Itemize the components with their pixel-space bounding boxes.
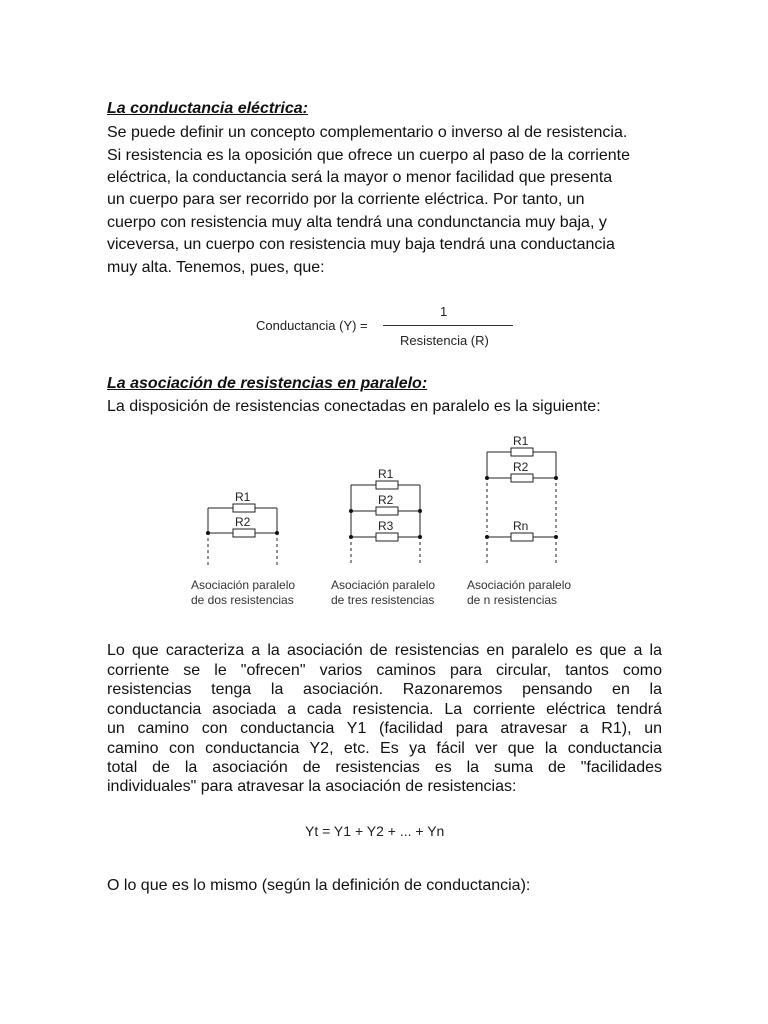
- paragraph-line: resistencias tenga la asociación. Razonaremos pensando en la: [107, 681, 662, 698]
- junction-dot: [206, 531, 210, 535]
- resistor-symbol: [376, 533, 398, 541]
- junction-dot: [349, 509, 353, 513]
- caption-two-line2: de dos resistencias: [191, 593, 294, 607]
- paragraph-line: cuerpo con resistencia muy alta tendrá una condunctancia muy baja, y: [107, 214, 607, 231]
- junction-dot: [418, 509, 422, 513]
- resistor-label: R1: [513, 434, 529, 448]
- circuit-two-resistors: [208, 504, 277, 566]
- paragraph-line: corriente se le "ofrecen" varios caminos para circular, tantos como: [107, 662, 662, 679]
- resistor-symbol: [511, 474, 533, 482]
- resistor-label: R2: [378, 493, 394, 507]
- resistor-symbol: [511, 533, 533, 541]
- fraction-bar: [383, 325, 513, 326]
- junction-dot: [554, 476, 558, 480]
- paragraph-line: conductancia asociada a cada resistencia. La corriente eléctrica tendrá: [107, 701, 662, 718]
- resistor-label: R2: [513, 460, 529, 474]
- paragraph-line: La disposición de resistencias conectadas en paralelo es la siguiente:: [107, 398, 601, 415]
- junction-dot: [485, 535, 489, 539]
- resistor-symbol: [511, 448, 533, 456]
- formula-lhs: Conductancia (Y) =: [256, 318, 368, 333]
- paragraph-line: muy alta. Tenemos, pues, que:: [107, 259, 325, 276]
- resistor-symbol: [233, 529, 255, 537]
- junction-dot: [349, 535, 353, 539]
- paragraph-line: Si resistencia es la oposición que ofrece un cuerpo al paso de la corriente: [107, 147, 630, 164]
- formula-denominator: Resistencia (R): [400, 333, 489, 348]
- paragraph-line: un camino con conductancia Y1 (facilidad para atravesar a R1), un: [107, 720, 662, 737]
- paragraph-line: un cuerpo para ser recorrido por la corriente eléctrica. Por tanto, un: [107, 191, 585, 208]
- caption-three-line2: de tres resistencias: [331, 593, 435, 607]
- formula-sum: Yt = Y1 + Y2 + ... + Yn: [305, 823, 445, 839]
- resistor-label: R2: [235, 515, 251, 529]
- closing-line: O lo que es lo mismo (según la definición de conductancia):: [107, 877, 531, 894]
- paragraph-line: individuales" para atravesar la asociación de resistencias:: [107, 778, 517, 795]
- junction-dot: [554, 535, 558, 539]
- paragraph-line: eléctrica, la conductancia será la mayor o menor facilidad que presenta: [107, 169, 613, 186]
- circuit-three-resistors: [351, 481, 420, 566]
- caption-three-line1: Asociación paralelo: [331, 578, 436, 592]
- section-heading-paralelo: La asociación de resistencias en paralelo:: [107, 375, 428, 392]
- resistor-symbol: [376, 481, 398, 489]
- formula-numerator: 1: [440, 304, 448, 319]
- paragraph-line: Lo que caracteriza a la asociación de resistencias en paralelo es que a la: [107, 642, 662, 659]
- caption-n-line1: Asociación paralelo: [467, 578, 572, 592]
- paragraph-line: viceversa, un cuerpo con resistencia muy baja tendrá una conductancia: [107, 236, 615, 253]
- junction-dot: [485, 476, 489, 480]
- paragraph-line: Se puede definir un concepto complementario o inverso al de resistencia.: [107, 124, 628, 141]
- resistor-label: R1: [378, 467, 394, 481]
- circuit-n-resistors: [487, 448, 556, 566]
- resistor-symbol: [376, 507, 398, 515]
- resistor-label: R1: [235, 490, 251, 504]
- section-heading-conductancia: La conductancia eléctrica:: [107, 100, 308, 117]
- paragraph-line: camino con conductancia Y2, etc. Es ya fácil ver que la conductancia: [107, 740, 662, 757]
- resistor-label: Rn: [513, 519, 529, 533]
- resistor-symbol: [233, 504, 255, 512]
- caption-two-line1: Asociación paralelo: [191, 578, 296, 592]
- junction-dot: [418, 535, 422, 539]
- paragraph-line: total de la asociación de resistencias es la suma de "facilidades: [107, 759, 662, 776]
- caption-n-line2: de n resistencias: [467, 593, 558, 607]
- resistor-label: R3: [378, 519, 394, 533]
- junction-dot: [275, 531, 279, 535]
